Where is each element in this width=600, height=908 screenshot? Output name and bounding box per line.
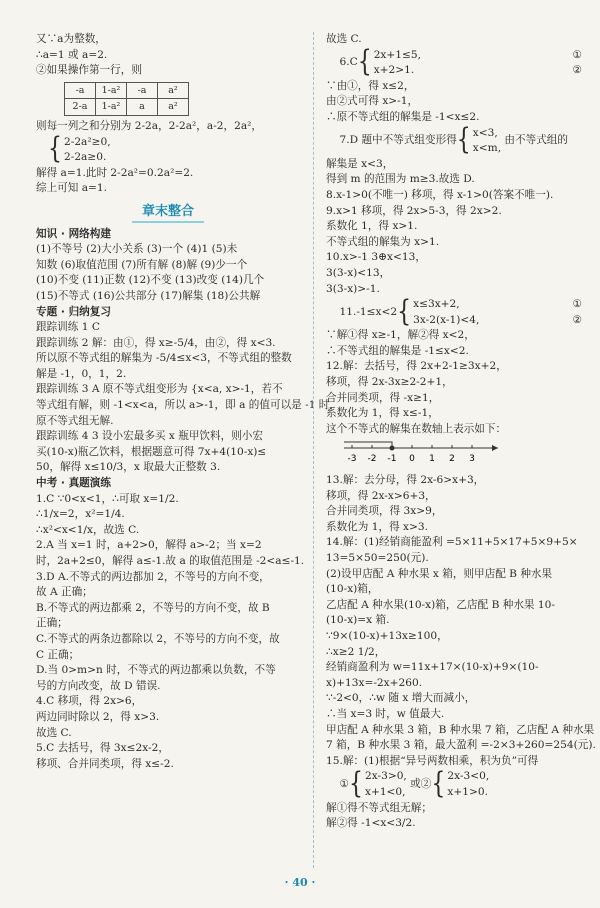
text-line: 14.解：(1)经销商能盈利 =5×11+5×17+5×9+5× — [326, 536, 578, 549]
text-line: 时，2a+2≤0，解得 a≤-1.故 a 的取值范围是 -2<a≤-1. — [36, 555, 305, 567]
brace-symbol: { — [456, 124, 471, 157]
text-line: 正确； — [36, 617, 68, 630]
text-line: ∵解①得 x≥-1，解②得 x<2， — [326, 329, 475, 342]
system-prefix: 6.C — [326, 56, 358, 69]
table-cell: a² — [158, 82, 189, 99]
text-line: 又∵a为整数， — [36, 33, 106, 45]
text-line: 13.解：去分母，得 2x-6>x+3， — [326, 474, 485, 487]
text-line: x)+13x=-2x+260. — [326, 676, 423, 689]
system-row: 2x-3>0, — [364, 770, 407, 783]
section-heading: 专题 · 归纳复习 — [36, 305, 111, 318]
inequality-system — [326, 297, 582, 328]
brace-symbol: { — [48, 133, 62, 166]
text-line: 系数化 1，得 x>1. — [326, 220, 418, 233]
system-rows — [365, 769, 407, 800]
table-row — [65, 82, 189, 99]
equation-number: ① — [572, 48, 582, 61]
text-line: ∴x²<x<1/x，故选 C. — [36, 523, 140, 536]
text-line: 移项，得 2x-3x≥2-2+1， — [326, 376, 453, 389]
text-line: 4.C 移项，得 2x>6， — [36, 695, 143, 708]
system-rows — [374, 48, 421, 79]
text-line: ∴x≥2 1/2， — [326, 645, 386, 658]
text-line: ∴不等式组的解集是 -1≤x<2. — [326, 344, 469, 357]
tick-label: 2 — [449, 454, 455, 465]
system-row: x<m, — [472, 142, 502, 155]
text-line: 合并同类项，得 -x≥1， — [326, 391, 440, 404]
text-line: (1)不等号 (2)大小关系 (3)一个 (4)1 (5)未 — [36, 243, 238, 256]
text-line: 12.解：去括号，得 2x+2-1≥3x+2， — [326, 360, 507, 373]
text-line: ②如果操作第一行，则 — [36, 64, 142, 77]
tick-label: -1 — [387, 454, 397, 465]
text-line: C 正确； — [36, 648, 80, 661]
text-line: 号的方向改变，故 D 错误. — [36, 679, 161, 692]
text-line: 乙店配 A 种水果(10-x)箱，乙店配 B 种水果 10- — [326, 598, 555, 611]
system-brace — [358, 48, 421, 79]
system-brace — [48, 135, 111, 166]
text-line: 8.x-1>0(不唯一) 移项，得 x-1>0(答案不唯一). — [326, 188, 554, 201]
text-line: 3(3-x)>-1. — [326, 282, 380, 295]
text-line: 原不等式组无解. — [36, 414, 114, 427]
text-line: ∵9×(10-x)+13x≥100， — [326, 629, 448, 642]
text-line: 跟踪训练 3 A 原不等式组变形为 {x<a, x>-1，若不 — [36, 383, 283, 396]
system-brace — [349, 769, 407, 800]
text-line: B.不等式的两边都乘 2，不等号的方向不变，故 B — [36, 601, 270, 614]
text-line: 故选 C. — [326, 33, 362, 45]
text-line: (10)不变 (11)正数 (12)不变 (13)改变 (14)几个 — [36, 274, 265, 287]
text-line: 3(3-x)<13， — [326, 266, 391, 279]
text-line: 13=5×50=250(元). — [326, 552, 429, 564]
system-row: x+2>1. — [373, 64, 415, 77]
text-line: 买(10-x)瓶乙饮料，根据题意可得 7x+4(10-x)≤ — [36, 445, 267, 458]
equation-numbers — [573, 297, 583, 328]
text-line: 10.x>-1 3⊕x<13， — [326, 251, 426, 264]
text-line: ∴原不等式组的解集是 -1<x≤2. — [326, 110, 480, 123]
text-line: 解得 a=1.此时 2-2a²=0.2a²=2. — [36, 166, 194, 179]
text-line: 知数 (6)取值范围 (7)所有解 (8)解 (9)少一个 — [36, 258, 248, 271]
system-row: 2-2a≥0. — [64, 151, 107, 164]
text-line: 则每一列之和分别为 2-2a，2-2a²，a-2，2a²， — [36, 119, 263, 132]
system-row: x<3, — [472, 126, 498, 139]
text-line: 1.C ∵0<x<1，∴可取 x=1/2. — [36, 492, 179, 505]
text-line: 这个不等式的解集在数轴上表示如下： — [326, 422, 507, 435]
system-row: 2x+1≤5, — [373, 48, 422, 61]
section-heading: 中考 · 真题演练 — [36, 477, 111, 490]
system-after: 或② — [406, 778, 432, 791]
table-row — [65, 99, 189, 116]
text-line: ∴当 x=3 时，w 值最大. — [326, 707, 445, 720]
solution-ray — [344, 442, 392, 448]
tick-label: 3 — [469, 454, 475, 465]
text-line: D.当 0>m>n 时，不等式的两边都乘以负数，不等 — [36, 664, 276, 677]
text-line: 综上可知 a=1. — [36, 182, 108, 195]
table-cell: 1-a² — [96, 82, 127, 99]
table-cell: -a — [127, 82, 158, 99]
text-line: 所以原不等式组的解集为 -5/4≤x<3，不等式组的整数 — [36, 352, 292, 365]
text-line: (10-x)箱， — [326, 583, 379, 596]
tick-label: -3 — [347, 454, 357, 465]
inequality-system — [326, 48, 582, 79]
section-heading: 知识 · 网络构建 — [36, 227, 111, 240]
system-prefix: 7.D 题中不等式组变形得 — [326, 134, 457, 147]
text-line: 50，解得 x≤10/3，x 取最大正整数 3. — [36, 461, 221, 474]
equation-numbers — [573, 48, 583, 79]
inequality-system — [326, 769, 582, 800]
text-line: 故 A 正确； — [36, 586, 93, 599]
tick-label: -2 — [367, 454, 377, 465]
system-brace — [457, 126, 501, 157]
brace-symbol: { — [357, 46, 372, 79]
text-line: 等式组有解，则 -1<x<a，所以 a>-1，即 a 的值可以是 -1 时， — [36, 399, 340, 412]
system-rows — [413, 297, 479, 328]
system-prefix: ① — [326, 778, 349, 791]
system-rows — [447, 769, 489, 800]
text-line: ∴1/x=2，x²=1/4. — [36, 508, 125, 521]
text-line: ∵-2<0，∴w 随 x 增大而减小， — [326, 692, 476, 705]
system-row: 2x-3<0, — [447, 770, 490, 783]
text-line: 2.A 当 x=1 时，a+2>0，解得 a>-2；当 x=2 — [36, 539, 262, 552]
equation-number: ② — [572, 64, 582, 77]
text-line: 解是 -1，0，1，2. — [36, 367, 127, 380]
system-row: 2-2a²≥0, — [64, 135, 111, 148]
brace-symbol: { — [348, 768, 363, 801]
text-line: C.不等式的两条边都除以 2，不等号的方向不变，故 — [36, 632, 280, 645]
inequality-system — [36, 135, 300, 166]
text-line: 解①得不等式组无解； — [326, 801, 432, 814]
table-cell: -a — [65, 82, 96, 99]
text-line: 解集是 x<3， — [326, 157, 394, 170]
equation-number: ② — [572, 313, 582, 326]
system-rows — [473, 126, 501, 157]
equation-number: ① — [572, 298, 582, 311]
column-divider — [313, 32, 314, 868]
inequality-system — [326, 126, 582, 157]
text-line: 合并同类项，得 3x>9， — [326, 505, 443, 518]
page-number: · 40 · — [284, 876, 316, 889]
text-line: 得到 m 的范围为 m≥3.故选 D. — [326, 173, 475, 186]
right-column — [326, 32, 596, 832]
arrow-icon — [492, 445, 498, 451]
text-line: (15)不等式 (16)公共部分 (17)解集 (18)公共解 — [36, 289, 261, 302]
text-line: 跟踪训练 1 C — [36, 321, 100, 334]
text-line: 15.解：(1)根据“异号两数相乘，积为负”可得 — [326, 754, 539, 767]
system-row: 3x-2(x-1)<4, — [413, 313, 480, 326]
brace-symbol: { — [397, 295, 412, 329]
text-line: 解②得 -1<x<3/2. — [326, 817, 416, 830]
table-cell: a — [127, 99, 158, 116]
text-line: 移项，得 2x-x>6+3， — [326, 489, 436, 502]
system-row: x+1<0, — [364, 785, 406, 798]
table-cell: 2-a — [65, 99, 96, 116]
text-line: 系数化为 1，得 x≤-1， — [326, 407, 439, 420]
left-column — [36, 32, 340, 772]
text-line: 甲店配 A 种水果 3 箱，B 种水果 7 箱，乙店配 A 种水果 — [326, 723, 595, 736]
system-row: x+1>0. — [447, 785, 488, 798]
text-line: 不等式组的解集为 x>1. — [326, 235, 440, 248]
tick-label: 1 — [429, 454, 435, 465]
tick-label: 0 — [409, 454, 415, 465]
operation-table — [64, 82, 189, 116]
brace-symbol: { — [431, 768, 446, 801]
text-line: 7 箱，B 种水果 3 箱，最大盈利 =-2×3+260=254(元). — [326, 739, 596, 752]
number-line — [338, 441, 508, 465]
system-row: x≤3x+2, — [413, 298, 460, 311]
text-line: 跟踪训练 4 3 设小宏最多买 x 瓶甲饮料，则小宏 — [36, 430, 263, 443]
text-line: 9.x>1 移项，得 2x>5-3，得 2x>2. — [326, 204, 502, 217]
text-line: ∵由①，得 x≤2， — [326, 79, 415, 92]
table-cell: 1-a² — [96, 99, 127, 116]
system-prefix: 11.-1≤x<2 — [326, 305, 398, 318]
system-brace — [397, 297, 479, 328]
chapter-title: 章末整合 — [132, 203, 204, 223]
table-cell: a² — [158, 99, 189, 116]
text-line: 故选 C. — [36, 726, 72, 739]
chapter-title-block — [36, 203, 300, 223]
text-line: 系数化为 1，得 x>3. — [326, 520, 428, 533]
text-line: ∴a=1 或 a=2. — [36, 48, 108, 61]
text-line: (2)设甲店配 A 种水果 x 箱，则甲店配 B 种水果 — [326, 567, 553, 580]
text-line: 3.D A.不等式的两边都加 2，不等号的方向不变， — [36, 570, 270, 583]
system-rows — [64, 135, 111, 166]
text-line: 两边同时除以 2，得 x>3. — [36, 710, 160, 723]
text-line: 5.C 去括号，得 3x≤2x-2， — [36, 742, 169, 755]
text-line: 跟踪训练 2 解：由①，得 x≥-5/4，由②，得 x<3. — [36, 336, 276, 349]
text-line: 经销商盈利为 w=11x+17×(10-x)+9×(10- — [326, 661, 539, 674]
system-after: 由不等式组的 — [501, 134, 568, 147]
text-line: (10-x)=x 箱. — [326, 614, 390, 627]
text-line: 由②式可得 x>-1， — [326, 95, 419, 108]
system-brace — [431, 769, 489, 800]
text-line: 移项、合并同类项，得 x≤-2. — [36, 757, 174, 770]
